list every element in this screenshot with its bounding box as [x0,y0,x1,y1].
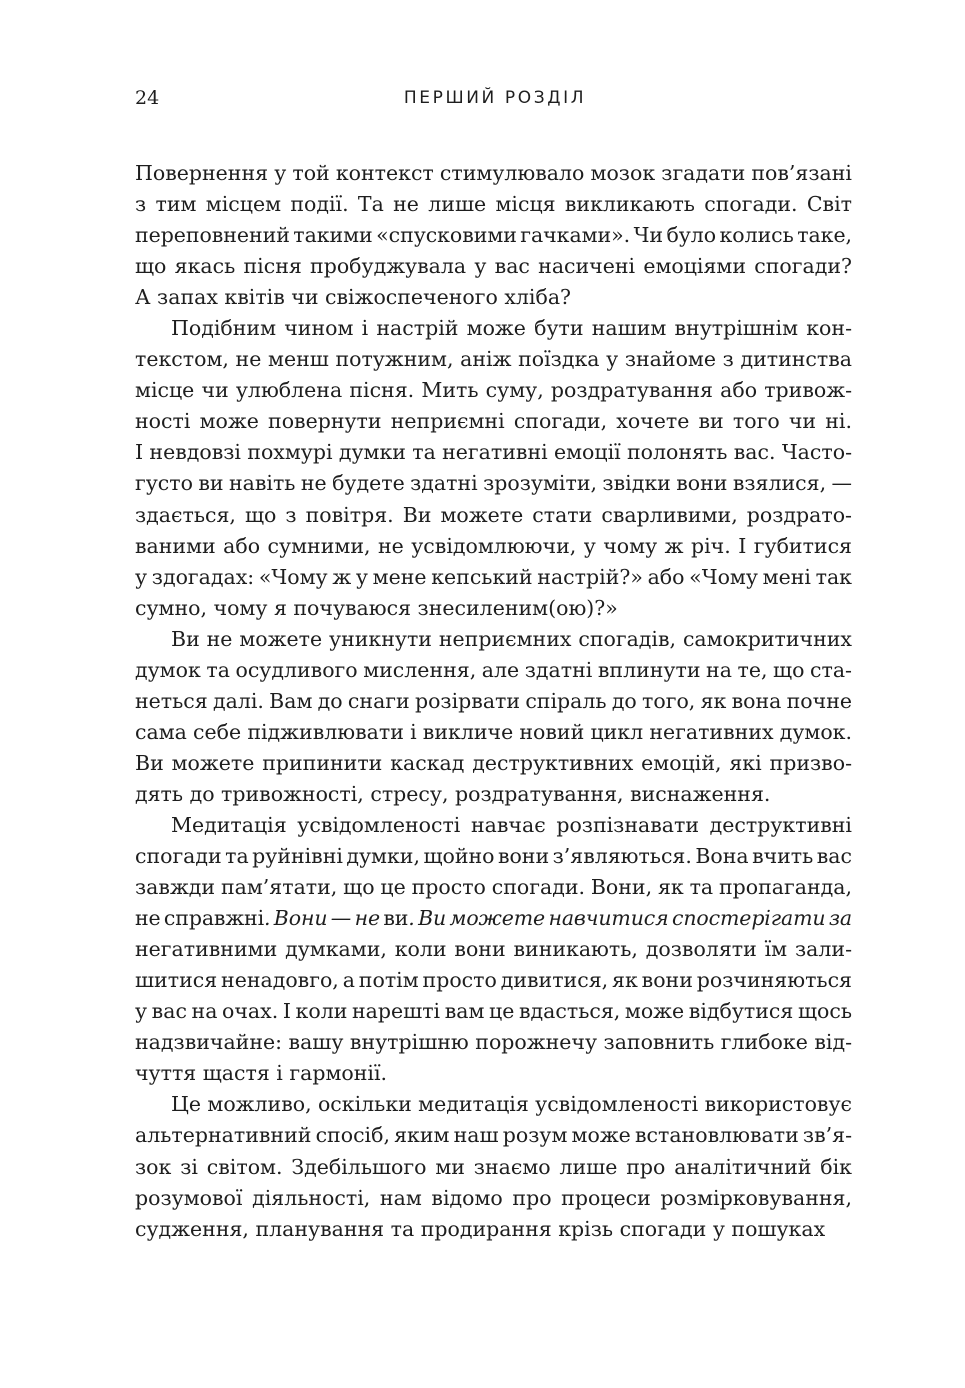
text-segment: негативними думками, коли вони виникають, дозволяти їм зали- [135,937,852,962]
text-segment: текстом, не менш потужним, аніж поїздка у знайоме з дитинства [135,347,852,372]
text-line [135,437,852,468]
text-line [135,686,852,717]
text-segment: сама себе підживлювати і викличе новий цикл негативних думок. [135,719,852,744]
text-line [135,748,852,779]
text-segment: спогади та руйнівні думки, щойно вони з’являються. Вона вчить вас [135,844,852,869]
text-segment: не справжні [135,906,265,931]
text-segment: місце чи улюблена пісня. Мить суму, роздратування або тривож- [135,378,852,403]
text-line [135,282,852,313]
text-line [135,220,852,251]
text-line [135,717,852,748]
text-segment: неться далі. Вам до снаги розірвати спіраль до того, як вона почне [135,688,852,713]
text-line [135,934,852,965]
text-line [135,158,852,189]
text-line [135,1183,852,1214]
text-segment: Ви не можете уникнути неприємних спогадів, самокритичних [171,626,852,651]
text-segment: ності може повернути неприємні спогади, хочете ви того чи ні. [135,409,852,434]
text-line [135,562,852,593]
text-segment: І невдовзі похмурі думки та негативні емоції полонять вас. Часто- [135,440,852,465]
text-line [135,624,852,655]
text-segment: А запах квітів чи свіжоспеченого хліба? [135,285,572,310]
text-segment: з тим місцем події. Та не лише місця викликають спогади. Світ [135,192,852,217]
text-line [135,189,852,220]
text-line [135,251,852,282]
text-segment: розумової діяльності, нам відомо про процеси розмірковування, [135,1185,852,1210]
text-segment: здається, що з повітря. Ви можете стати сварливими, роздрато- [135,502,852,527]
text-segment: Ви можете припинити каскад деструктивних емоцій, які призво- [135,750,852,775]
text-line [135,531,852,562]
text-line [135,655,852,686]
text-segment: ви [383,906,409,931]
text-segment: шитися ненадовго, а потім просто дивитися, як вони розчиняються [135,968,852,993]
text-segment: чуття щастя і гармонії. [135,1061,388,1086]
text-segment: сумно, чому я почуваюся знесиленим(ою)?» [135,595,618,620]
text-line [135,779,852,810]
text-line [135,903,852,934]
text-segment: у здогадах: «Чому ж у мене кепський настрій?» або «Чому мені так [135,564,852,589]
text-line [135,1058,852,1089]
text-segment: завжди пам’ятати, що це просто спогади. Вони, як та пропаганда, [135,875,852,900]
text-line [135,1120,852,1151]
text-segment: ваними або сумними, не усвідомлюючи, у чому ж річ. І губитися [135,533,852,558]
text-line [135,406,852,437]
text-segment: Це можливо, оскільки медитація усвідомленості використовує [171,1092,852,1117]
text-segment: альтернативний спосіб, яким наш розум може встановлювати зв’я- [135,1123,852,1148]
text-segment: у вас на очах. І коли нарешті вам це вдасться, може відбутися щось [135,999,852,1024]
text-segment: Подібним чином і настрій може бути нашим внутрішнім кон- [171,316,852,341]
text-line [135,375,852,406]
text-line [135,810,852,841]
text-line [135,996,852,1027]
body-text [135,158,852,1245]
text-segment: зок зі світом. Здебільшого ми знаємо лише про аналітичний бік [135,1154,852,1179]
emphasized-text: . Ви можете навчитися спостерігати за [408,906,852,931]
text-segment: судження, планування та продирання крізь спогади у пошуках [135,1216,826,1241]
text-line [135,468,852,499]
text-line [135,593,852,624]
chapter-running-head: ПЕРШИЙ РОЗДІЛ [403,88,587,108]
text-line [135,1214,852,1245]
text-line [135,1089,852,1120]
text-segment: що якась пісня пробуджувала у вас насичені емоціями спогади? [135,254,852,279]
text-line [135,872,852,903]
text-line [135,313,852,344]
text-segment: Медитація усвідомленості навчає розпізнавати деструктивні [171,812,852,837]
text-line [135,344,852,375]
text-line [135,965,852,996]
text-segment: густо ви навіть не будете здатні зрозуміти, звідки вони взялися, — [135,471,852,496]
text-segment: надзвичайне: вашу внутрішню порожнечу заповнить глибоке від- [135,1030,852,1055]
emphasized-text: . Вони — не [264,906,384,931]
text-line [135,841,852,872]
text-segment: думок та осудливого мислення, але здатні вплинути на те, що ста- [135,657,852,682]
text-line [135,500,852,531]
text-line [135,1152,852,1183]
text-segment: дять до тривожності, стресу, роздратування, виснаження. [135,781,771,806]
text-segment: переповнений такими «спусковими гачками». Чи було колись таке, [135,223,852,248]
text-line [135,1027,852,1058]
text-segment: Повернення у той контекст стимулювало мозок згадати пов’язані [135,161,852,185]
page-number: 24 [135,87,160,109]
